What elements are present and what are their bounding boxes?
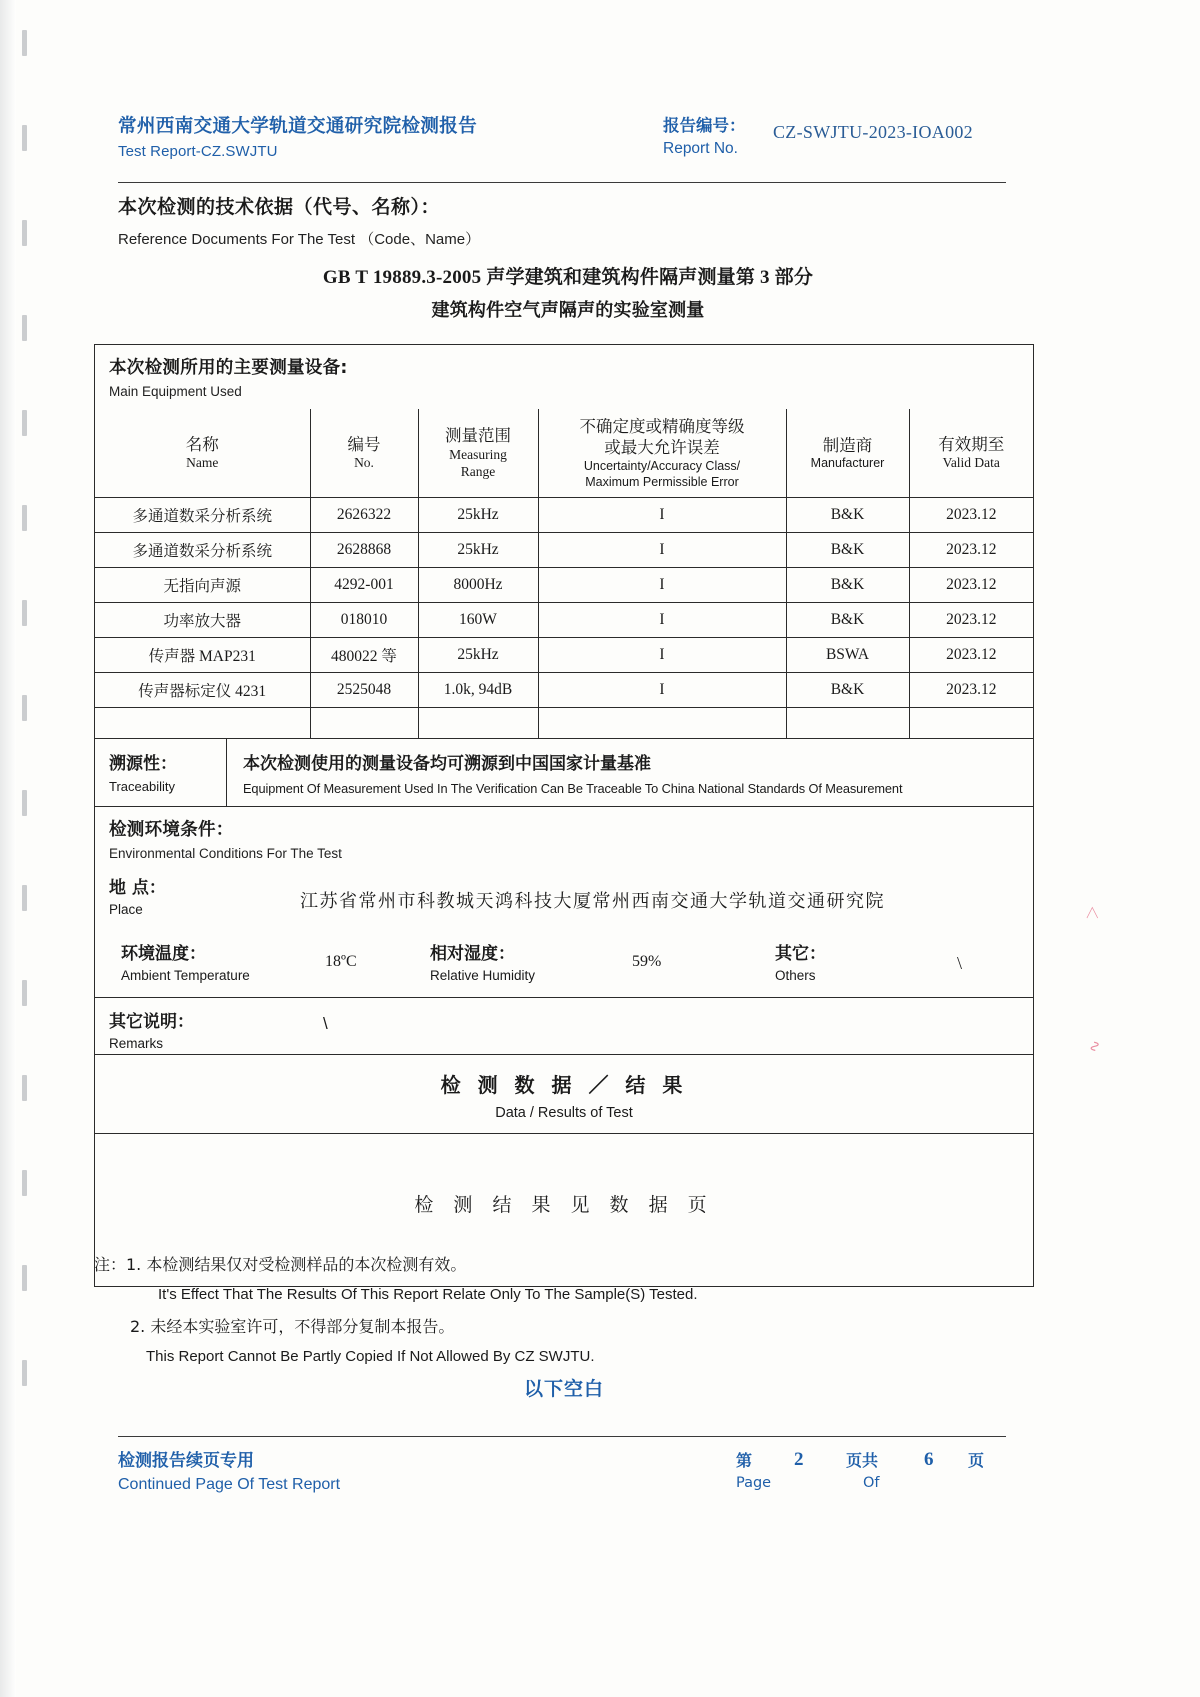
col-uncertainty-en2: Maximum Permissible Error [585, 474, 739, 489]
environment-title-en: Environmental Conditions For The Test [109, 846, 342, 862]
equipment-table [95, 409, 1033, 738]
page-unit [968, 1448, 984, 1471]
reference-documents-block [118, 192, 1018, 249]
results-body-text: 检 测 结 果 见 数 据 页 [414, 1194, 714, 1217]
environment-place-row [95, 865, 1033, 927]
col-name-cn: 名称 [185, 434, 219, 454]
traceability-label-en: Traceability [109, 779, 175, 795]
col-manufacturer-en: Manufacturer [810, 455, 885, 470]
equipment-section [95, 345, 1033, 739]
ambient-temperature-label [121, 939, 250, 983]
col-no-cn: 编号 [347, 434, 381, 454]
cell-range: 160W [418, 603, 538, 638]
table-row [95, 603, 1033, 638]
cell-range: 25kHz [418, 533, 538, 568]
standard-reference [118, 262, 1018, 322]
scan-annotation-mark-2: ∿ [1086, 1040, 1104, 1055]
cell-manufacturer: B&K [786, 498, 909, 533]
footer-label-en: Continued Page Of Test Report [118, 1476, 341, 1493]
cell-uncertainty: I [538, 603, 786, 638]
report-no-label [663, 112, 746, 158]
col-name-en: Name [186, 455, 219, 471]
table-row [95, 638, 1033, 673]
col-uncertainty-cn2: 或最大允许误差 [604, 438, 720, 458]
cell-range: 25kHz [418, 638, 538, 673]
report-title-block [118, 112, 477, 160]
blank-below-note: 以下空白 [523, 1378, 604, 1400]
standard-line-1: GB T 19889.3-2005 声学建筑和建筑构件隔声测量第 3 部分 [322, 267, 814, 288]
remarks-section [95, 998, 1033, 1055]
cell-no: 2628868 [310, 533, 418, 568]
equipment-title-cn: 本次检测所用的主要测量设备: [109, 358, 348, 378]
col-valid-cn: 有效期至 [938, 434, 1005, 454]
col-range [418, 409, 538, 498]
reference-label-cn: 本次检测的技术依据（代号、名称）： [118, 196, 441, 218]
standard-line-2: 建筑构件空气声隔声的实验室测量 [431, 300, 705, 320]
traceability-text [227, 739, 1033, 806]
others-value: \ [957, 953, 963, 974]
cell-range: 8000Hz [418, 568, 538, 603]
col-uncertainty-en1: Uncertainty/Accuracy Class/ [583, 458, 741, 473]
ambient-temperature-value: 18ºC [325, 953, 357, 971]
table-row [95, 568, 1033, 603]
cell-manufacturer [786, 708, 909, 739]
traceability-text-cn: 本次检测使用的测量设备均可溯源到中国国家计量基准 [243, 754, 651, 775]
total-pages-number: 6 [924, 1449, 934, 1470]
temp-label-en: Ambient Temperature [121, 968, 250, 984]
cell-uncertainty [538, 708, 786, 739]
environment-heading [95, 807, 1033, 865]
cell-uncertainty: I [538, 638, 786, 673]
of-label-cn: 页共 [846, 1451, 879, 1470]
cell-manufacturer: B&K [786, 673, 909, 708]
traceability-text-en: Equipment Of Measurement Used In The Verification Can Be Traceable To China National Standards Of Measurement [243, 781, 903, 797]
cell-name [95, 708, 310, 739]
cell-no: 2525048 [310, 673, 418, 708]
report-no-label-en: Report No. [663, 140, 738, 157]
cell-manufacturer: B&K [786, 568, 909, 603]
table-row [95, 533, 1033, 568]
cell-valid: 2023.12 [909, 533, 1033, 568]
remarks-label-en: Remarks [109, 1036, 164, 1052]
equipment-table-header-row [95, 409, 1033, 498]
cell-name: 传声器标定仪 4231 [95, 673, 310, 708]
col-valid [909, 409, 1033, 498]
equipment-section-heading [95, 345, 1033, 409]
traceability-label-cn: 溯源性： [109, 754, 177, 775]
relative-humidity-value: 59% [632, 953, 662, 971]
cell-manufacturer: BSWA [786, 638, 909, 673]
col-range-en2: Range [460, 463, 496, 479]
others-label-en: Others [775, 968, 816, 984]
page-label-en: Page [736, 1475, 772, 1491]
table-row-empty [95, 708, 1033, 739]
page-label [736, 1448, 771, 1491]
note-1-cn: 注：1. 本检测结果仅对受检测样品的本次检测有效。 [94, 1255, 467, 1274]
cell-uncertainty: I [538, 673, 786, 708]
cell-no: 4292-001 [310, 568, 418, 603]
table-row [95, 673, 1033, 708]
relative-humidity-label [430, 939, 535, 983]
cell-name: 多通道数采分析系统 [95, 498, 310, 533]
page-label-cn: 第 [736, 1451, 753, 1470]
results-header-en: Data / Results of Test [495, 1105, 633, 1122]
environment-measures-row [95, 927, 1033, 998]
cell-valid: 2023.12 [909, 673, 1033, 708]
results-header-cn: 检 测 数 据 ／ 结 果 [440, 1073, 688, 1098]
traceability-section [95, 739, 1033, 807]
col-uncertainty-cn1: 不确定度或精确度等级 [579, 417, 745, 436]
page-unit-cn: 页 [968, 1451, 985, 1470]
others-label [775, 939, 826, 983]
report-body-box [94, 344, 1034, 1287]
binding-hole-marks [22, 30, 36, 1410]
cell-uncertainty: I [538, 568, 786, 603]
report-no-value: CZ-SWJTU-2023-IOA002 [773, 122, 973, 142]
cell-valid: 2023.12 [909, 498, 1033, 533]
cell-valid: 2023.12 [909, 603, 1033, 638]
cell-range [418, 708, 538, 739]
table-row [95, 498, 1033, 533]
note-1-en: It's Effect That The Results Of This Report Relate Only To The Sample(S) Tested. [158, 1286, 698, 1303]
reference-label-en: Reference Documents For The Test （Code、Name） [118, 231, 481, 248]
humidity-label-en: Relative Humidity [430, 968, 536, 984]
traceability-label [95, 739, 227, 806]
cell-name: 传声器 MAP231 [95, 638, 310, 673]
cell-no: 018010 [310, 603, 418, 638]
place-label-en: Place [109, 902, 143, 918]
cell-name: 多通道数采分析系统 [95, 533, 310, 568]
col-no [310, 409, 418, 498]
cell-valid: 2023.12 [909, 638, 1033, 673]
footer-divider [118, 1436, 1006, 1437]
col-name [95, 409, 310, 498]
report-title-cn: 常州西南交通大学轨道交通研究院检测报告 [118, 116, 478, 137]
cell-name: 无指向声源 [95, 568, 310, 603]
cell-valid [909, 708, 1033, 739]
current-page-number: 2 [794, 1449, 804, 1470]
col-valid-en: Valid Data [942, 455, 1000, 471]
note-2-cn: 2. 未经本实验室许可，不得部分复制本报告。 [130, 1317, 455, 1336]
cell-range: 1.0k, 94dB [418, 673, 538, 708]
report-no-label-cn: 报告编号： [663, 116, 746, 135]
cell-name: 功率放大器 [95, 603, 310, 638]
cell-uncertainty: I [538, 533, 786, 568]
scan-annotation-mark-1: ＜ [1083, 905, 1101, 923]
cell-uncertainty: I [538, 498, 786, 533]
equipment-table-body [95, 498, 1033, 739]
page-footer [118, 1446, 1018, 1494]
scan-edge-shadow [0, 0, 16, 1697]
equipment-title-en: Main Equipment Used [109, 384, 242, 399]
of-label [846, 1448, 880, 1491]
col-manufacturer-cn: 制造商 [822, 435, 873, 455]
cell-manufacturer: B&K [786, 603, 909, 638]
cell-range: 25kHz [418, 498, 538, 533]
report-title-en: Test Report-CZ.SWJTU [118, 143, 278, 160]
col-range-en1: Measuring [449, 446, 507, 462]
remarks-value: \ [323, 1014, 328, 1034]
header-divider [118, 182, 1006, 183]
cell-manufacturer: B&K [786, 533, 909, 568]
note-2-en: This Report Cannot Be Partly Copied If Not Allowed By CZ SWJTU. [146, 1348, 595, 1365]
col-range-cn: 测量范围 [445, 426, 511, 446]
humidity-label-cn: 相对湿度： [430, 944, 515, 965]
col-manufacturer [786, 409, 909, 498]
col-uncertainty [538, 409, 786, 498]
results-header-section [95, 1055, 1033, 1134]
place-label-cn: 地 点： [109, 878, 166, 899]
cell-no: 2626322 [310, 498, 418, 533]
temp-label-cn: 环境温度： [121, 944, 206, 965]
footer-label-cn: 检测报告续页专用 [118, 1451, 254, 1471]
environment-title-cn: 检测环境条件： [109, 820, 234, 841]
col-no-en: No. [354, 455, 374, 471]
of-label-en: Of [863, 1475, 880, 1491]
cell-no [310, 708, 418, 739]
remarks-label-cn: 其它说明： [109, 1012, 194, 1033]
cell-valid: 2023.12 [909, 568, 1033, 603]
cell-no: 480022 等 [310, 638, 418, 673]
place-value: 江苏省常州市科教城天鸿科技大厦常州西南交通大学轨道交通研究院 [300, 891, 885, 913]
others-label-cn: 其它： [775, 944, 826, 965]
